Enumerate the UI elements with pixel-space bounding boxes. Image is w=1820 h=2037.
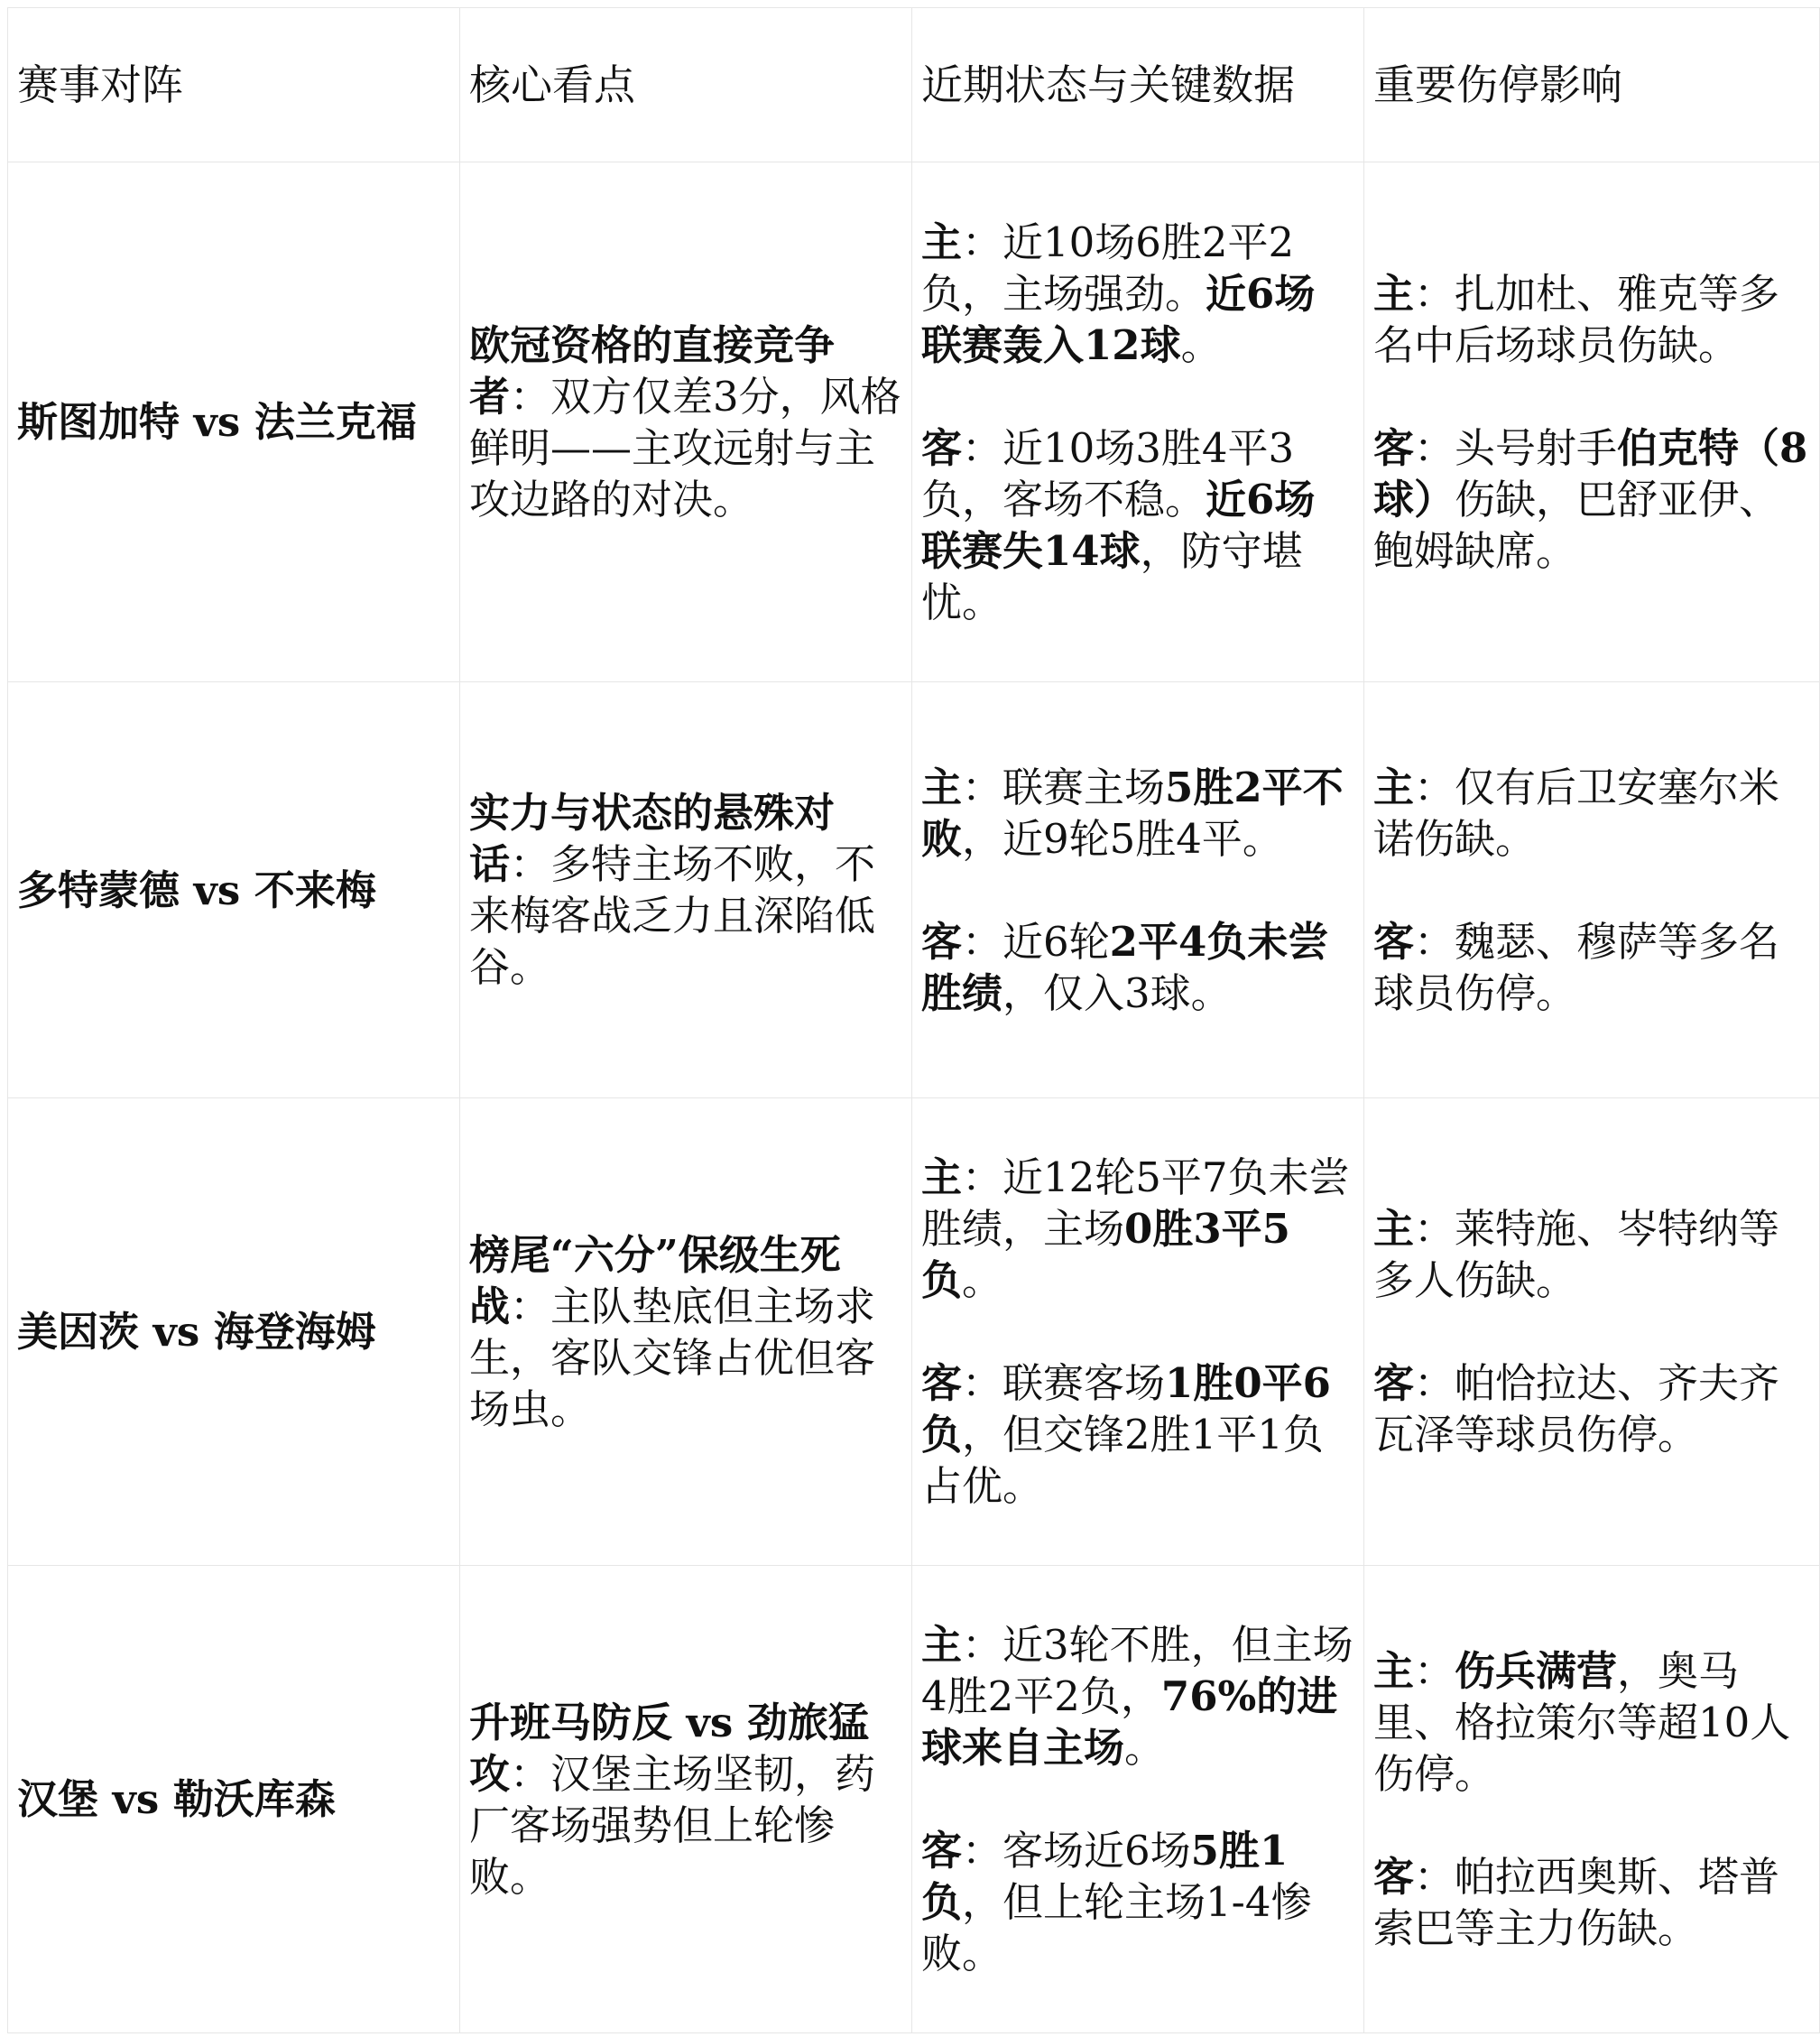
injury-text: ：头号射手: [1414, 423, 1618, 472]
home-highlight: 近6场联赛轰入12球: [921, 269, 1316, 369]
table-header-row: [8, 8, 1820, 162]
injury-text: 伤缺，巴舒亚伊、鲍姆缺席。: [1373, 475, 1780, 575]
focus-cell: [460, 1098, 912, 1566]
home-text: ：近10场6胜2平2负，主场强劲。: [921, 218, 1295, 318]
home-text: ：近12轮5平7负未尝胜绩，主场: [921, 1153, 1350, 1253]
away-text: ，但上轮主场1-4惨败。: [921, 1878, 1312, 1977]
focus-text: ：双方仅差3分，风格鲜明——主攻远射与主攻边路的对决。: [469, 372, 901, 523]
injury-text: ：扎加杜、雅克等多名中后场球员伤缺。: [1373, 269, 1780, 369]
form-cell: [912, 1098, 1364, 1566]
home-label: 主: [921, 763, 963, 811]
home-form: [921, 217, 1354, 371]
focus-text: ：汉堡主场坚韧，药厂客场强势但上轮惨败。: [469, 1749, 876, 1901]
injury-cell: [1364, 682, 1820, 1098]
home-label: 主: [921, 218, 963, 266]
header-focus: 核心看点: [460, 8, 912, 162]
focus-cell: [460, 162, 912, 682]
home-form: [921, 1152, 1354, 1306]
home-label: 主: [1373, 763, 1415, 811]
table-row: [8, 1566, 1820, 2033]
injury-text: ：魏瑟、穆萨等多名球员伤停。: [1373, 917, 1780, 1017]
away-injuries: [1373, 1851, 1810, 1954]
away-text: ，防守堪忧。: [921, 526, 1303, 626]
away-injuries: [1373, 422, 1810, 577]
home-form: [921, 1619, 1354, 1773]
home-form: [921, 762, 1354, 865]
home-highlight: 76%的进球来自主场: [921, 1672, 1338, 1772]
focus-title: 实力与状态的悬殊对话: [469, 789, 836, 888]
match-cell: 斯图加特 vs 法兰克福: [8, 162, 460, 682]
injury-text: ：莱特施、岑特纳等多人伤缺。: [1373, 1205, 1780, 1304]
form-cell: [912, 162, 1364, 682]
injury-text: ：: [1414, 1646, 1455, 1695]
injury-cell: [1364, 162, 1820, 682]
away-injuries: [1373, 916, 1810, 1019]
home-text: ：近3轮不胜，但主场4胜2平2负，: [921, 1621, 1353, 1720]
away-highlight: 2平4负未尝胜绩: [921, 917, 1329, 1017]
focus-cell: [460, 1566, 912, 2033]
home-text: ：联赛主场: [962, 763, 1166, 811]
focus-title: 榜尾“六分”保级生死战: [469, 1230, 841, 1330]
injury-text: ：仅有后卫安塞尔米诺伤缺。: [1373, 763, 1780, 863]
away-text: ，但交锋2胜1平1负占优。: [921, 1411, 1324, 1510]
away-form: [921, 422, 1354, 628]
form-cell: [912, 1566, 1364, 2033]
injury-highlight: 伯克特（8球）: [1373, 423, 1808, 523]
away-highlight: 1胜0平6负: [921, 1359, 1331, 1458]
table-row: [8, 682, 1820, 1098]
match-preview-table: [7, 7, 1820, 2033]
match-cell: 美因茨 vs 海登海姆: [8, 1098, 460, 1566]
home-text: ，近9轮5胜4平。: [962, 814, 1283, 863]
away-text: ：近10场3胜4平3负，客场不稳。: [921, 423, 1295, 523]
table-row: [8, 162, 1820, 682]
home-injuries: [1373, 762, 1810, 865]
focus-text: ：主队垫底但主场求生，客队交锋占优但客场虫。: [469, 1282, 876, 1433]
focus-title: 升班马防反 vs 劲旅猛攻: [469, 1698, 869, 1798]
away-form: [921, 916, 1354, 1019]
home-highlight: 5胜2平不败: [921, 763, 1344, 863]
match-cell: 汉堡 vs 勒沃库森: [8, 1566, 460, 2033]
away-label: 客: [1373, 423, 1415, 472]
home-injuries: [1373, 268, 1810, 371]
focus-text: ：多特主场不败，不来梅客战乏力且深陷低谷。: [469, 840, 876, 991]
home-label: 主: [1373, 1646, 1415, 1695]
home-label: 主: [1373, 1205, 1415, 1253]
header-match: 赛事对阵: [8, 8, 460, 162]
away-injuries: [1373, 1357, 1810, 1460]
home-highlight: 0胜3平5负: [921, 1205, 1290, 1304]
injury-cell: [1364, 1098, 1820, 1566]
away-highlight: 近6场联赛失14球: [921, 475, 1316, 575]
injury-cell: [1364, 1566, 1820, 2033]
header-injuries: 重要伤停影响: [1364, 8, 1820, 162]
away-label: 客: [1373, 1359, 1415, 1407]
injury-text: ：帕拉西奥斯、塔普索巴等主力伤缺。: [1373, 1852, 1780, 1952]
away-form: [921, 1357, 1354, 1512]
form-cell: [912, 682, 1364, 1098]
injury-text: ：帕恰拉达、齐夫齐瓦泽等球员伤停。: [1373, 1359, 1780, 1458]
away-label: 客: [1373, 917, 1415, 966]
header-form: 近期状态与关键数据: [912, 8, 1364, 162]
home-label: 主: [921, 1153, 963, 1201]
injury-text: ，奥马里、格拉策尔等超10人伤停。: [1373, 1646, 1791, 1798]
away-text: ：近6轮: [962, 917, 1110, 966]
table-container: [7, 7, 1808, 2031]
table-row: [8, 1098, 1820, 1566]
away-form: [921, 1825, 1354, 1979]
away-label: 客: [1373, 1852, 1415, 1901]
home-text: 。: [1180, 320, 1222, 369]
home-injuries: [1373, 1645, 1810, 1800]
away-label: 客: [921, 1827, 963, 1875]
home-text: 。: [962, 1256, 1003, 1304]
home-injuries: [1373, 1203, 1810, 1306]
match-cell: 多特蒙德 vs 不来梅: [8, 682, 460, 1098]
focus-title: 欧冠资格的直接竞争者: [469, 320, 836, 421]
away-highlight: 5胜1负: [921, 1827, 1289, 1926]
away-text: ，仅入3球。: [1002, 968, 1232, 1017]
injury-highlight: 伤兵满营: [1455, 1646, 1618, 1695]
away-label: 客: [921, 423, 963, 472]
away-label: 客: [921, 1359, 963, 1407]
away-text: ：联赛客场: [962, 1359, 1166, 1407]
home-text: 。: [1124, 1724, 1166, 1772]
away-label: 客: [921, 917, 963, 966]
focus-cell: [460, 682, 912, 1098]
home-label: 主: [1373, 269, 1415, 318]
away-text: ：客场近6场: [962, 1827, 1191, 1875]
home-label: 主: [921, 1621, 963, 1669]
